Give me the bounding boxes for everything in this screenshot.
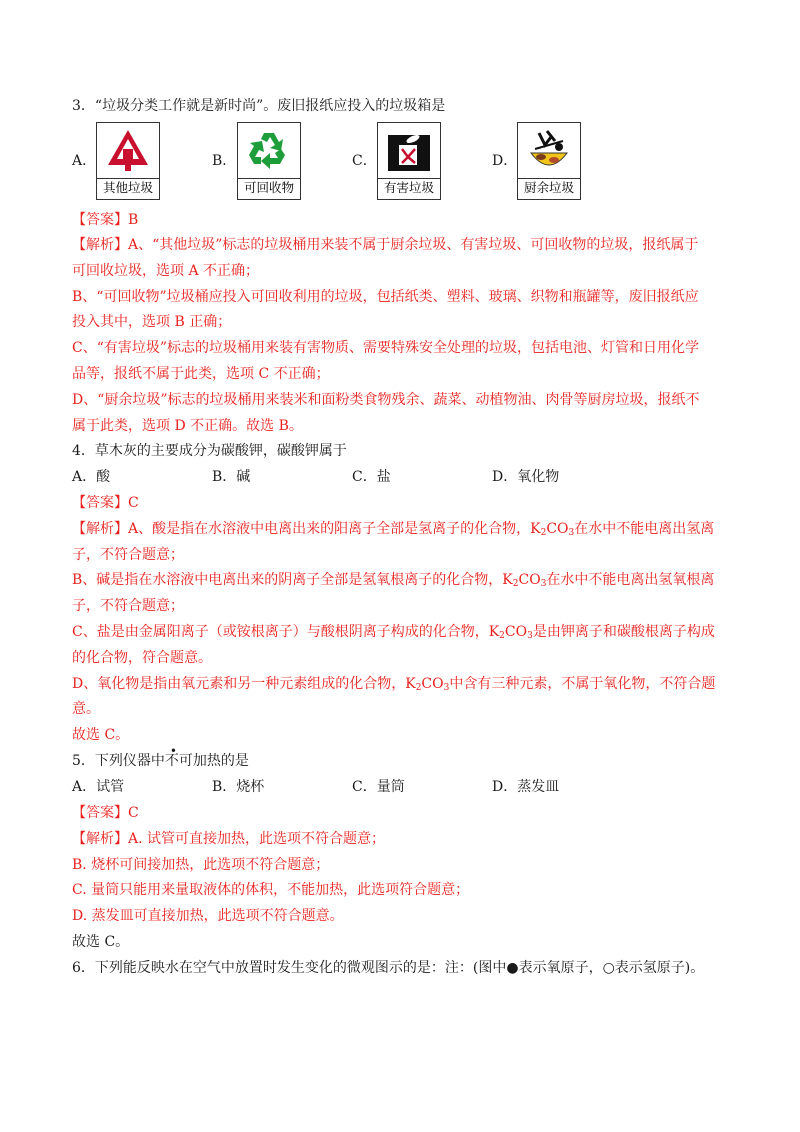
q3-analysis-line: 属于此类，选项 D 不正确。故选 B。 xyxy=(72,418,303,434)
q3-analysis-line: 投入其中，选项 B 正确； xyxy=(72,314,232,330)
q3-option-b-caption: 可回收物 xyxy=(243,180,294,195)
q3-option-c-bin xyxy=(377,122,441,200)
q4-analysis-line: D、氧化物是指由氧元素和另一种元素组成的化合物，$K_2CO_3$中含有三种元素，不属于氧化物，不符合题 xyxy=(72,676,716,693)
q3-option-c-caption: 有害垃圾 xyxy=(383,180,434,195)
q4-option-d: D．氧化物 xyxy=(492,469,560,485)
q3-option-d-caption: 厨余垃圾 xyxy=(523,180,574,195)
q5-option-c: C．量筒 xyxy=(352,779,405,795)
q4-option-a: A．酸 xyxy=(72,469,111,485)
q4-analysis-line: 子，不符合题意； xyxy=(72,547,184,563)
kitchen-waste-icon xyxy=(525,127,573,175)
q3-option-b-letter: B． xyxy=(212,153,237,169)
q3-option-b-bin xyxy=(237,122,301,200)
q4-analysis-line: B、碱是指在水溶液中电离出来的阴离子全部是氢氧根离子的化合物，$K_2CO_3$在水中不能电离出氢氧根离 xyxy=(72,572,715,589)
q6-stem: 6．下列能反映水在空气中放置时发生变化的微观图示的是：注：(图中●表示氧原子，○表示氢原子)。 xyxy=(72,960,705,976)
q5-analysis-line: D. 蒸发皿可直接加热，此选项不符合题意。 xyxy=(72,908,344,924)
q3-analysis-line: 【解析】A、“其他垃圾”标志的垃圾桶用来装不属于厨余垃圾、有害垃圾、可回收物的垃圾，报纸属于 xyxy=(72,237,699,253)
recycle-icon xyxy=(245,127,293,175)
q5-analysis-line: B. 烧杯可间接加热，此选项不符合题意； xyxy=(72,857,330,873)
q5-answer: 【答案】C xyxy=(72,805,139,821)
q4-analysis-line: 【解析】A、酸是指在水溶液中电离出来的阳离子全部是氢离子的化合物，$K_2CO_3$在水中不能电离出氢离 xyxy=(72,521,715,538)
q4-option-c: C．盐 xyxy=(352,469,391,485)
q3-option-d-letter: D． xyxy=(492,153,518,169)
q3-option-a-letter: A． xyxy=(72,153,97,169)
q5-emphasis: 不 xyxy=(164,753,179,769)
q3-option-a-bin xyxy=(96,122,160,200)
q4-answer: 【答案】C xyxy=(72,495,139,511)
q4-analysis-line: 故选 C。 xyxy=(72,727,130,743)
q5-option-b: B．烧杯 xyxy=(212,779,265,795)
q4-stem: 4．草木灰的主要成分为碳酸钾，碳酸钾属于 xyxy=(72,443,347,459)
q4-analysis-line: 的化合物，符合题意。 xyxy=(72,650,212,666)
q3-analysis-line: 可回收垃圾，选项 A 不正确； xyxy=(72,263,260,279)
q3-option-c-letter: C． xyxy=(352,153,377,169)
q3-option-d-bin xyxy=(517,122,581,200)
hazardous-waste-icon xyxy=(385,127,433,175)
q3-answer: 【答案】B xyxy=(72,212,139,228)
q3-stem: 3．“垃圾分类工作就是新时尚”。废旧报纸应投入的垃圾箱是 xyxy=(72,98,446,114)
q3-analysis-line: D、“厨余垃圾”标志的垃圾桶用来装米和面粉类食物残余、蔬菜、动植物油、肉骨等厨房垃圾，报纸不 xyxy=(72,392,700,408)
q3-analysis-line: C、“有害垃圾”标志的垃圾桶用来装有害物质、需要特殊安全处理的垃圾，包括电池、灯管和日用化学 xyxy=(72,340,700,356)
q5-analysis-line: C. 量筒只能用来量取液体的体积，不能加热，此选项符合题意； xyxy=(72,882,470,898)
q5-option-a: A．试管 xyxy=(72,779,125,795)
q4-option-b: B．碱 xyxy=(212,469,251,485)
q5-analysis-line: 【解析】A. 试管可直接加热，此选项不符合题意； xyxy=(72,831,386,847)
q4-analysis-line: C、盐是由金属阳离子（或铵根离子）与酸根阴离子构成的化合物，$K_2CO_3$是由钾离子和碳酸根离子构成 xyxy=(72,624,715,641)
q3-analysis-line: B、“可回收物”垃圾桶应投入可回收利用的垃圾，包括纸类、塑料、玻璃、织物和瓶罐等，废旧报纸应 xyxy=(72,289,699,305)
q3-option-a-caption: 其他垃圾 xyxy=(102,180,153,195)
q3-analysis-line: 品等，报纸不属于此类，选项 C 不正确； xyxy=(72,366,330,382)
q5-conclusion: 故选 C。 xyxy=(72,934,130,950)
q4-analysis-line: 子，不符合题意； xyxy=(72,598,184,614)
q4-analysis-line: 意。 xyxy=(72,701,100,717)
other-waste-icon xyxy=(104,127,152,175)
q5-stem: 5．下列仪器中不可加热的是 xyxy=(72,753,249,769)
q5-option-d: D．蒸发皿 xyxy=(492,779,560,795)
